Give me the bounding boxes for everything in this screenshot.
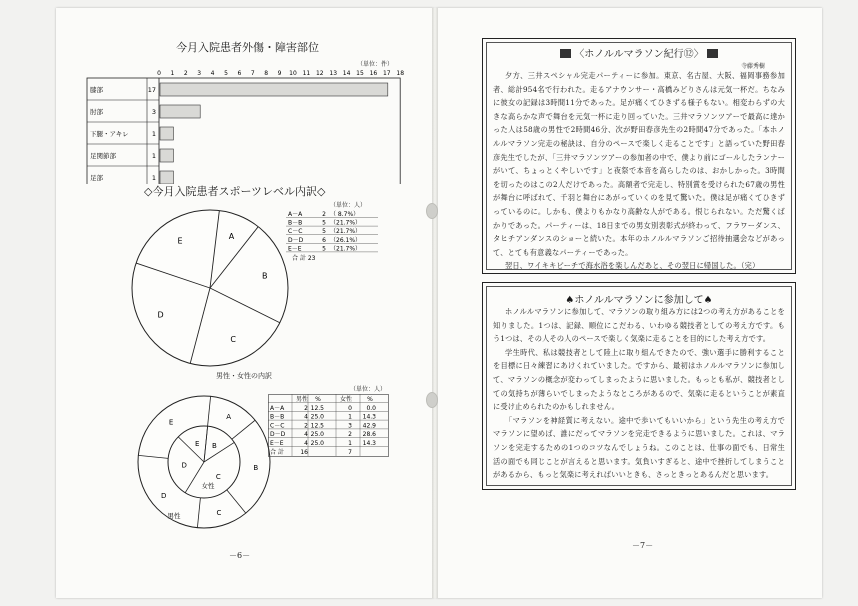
spade-icon: ♠ xyxy=(565,295,575,306)
gender-table-cell: B－B xyxy=(270,413,285,421)
bar xyxy=(160,149,173,162)
gender-table-cell: 25.0 xyxy=(310,413,324,421)
gender-table-cell: 2 xyxy=(304,404,308,412)
gender-table-cell: 28.6 xyxy=(362,431,376,439)
legend-label: E－E xyxy=(288,245,302,253)
article2-body xyxy=(493,305,785,482)
bar-chart-tick-label: 16 xyxy=(369,70,378,77)
gender-table-cell: 合 計 xyxy=(270,448,284,456)
bar-chart-value-label: 17 xyxy=(147,86,156,94)
bar-chart-tick-label: 10 xyxy=(289,70,297,77)
bar-chart-tick-label: 17 xyxy=(382,70,391,77)
female-ring-slice-label: B xyxy=(212,441,217,450)
gender-table-cell: 4 xyxy=(304,431,308,439)
gender-table-cell: 12.5 xyxy=(310,404,324,412)
male-ring-slice-label: B xyxy=(253,464,259,473)
article1-body xyxy=(493,69,785,273)
binding-hole-bottom xyxy=(426,392,438,408)
gender-chart-unit: （単位：人） xyxy=(350,386,387,393)
pie-legend-table xyxy=(286,208,386,278)
gender-donut-chart xyxy=(134,392,274,532)
bar-chart-tick-label: 11 xyxy=(302,70,311,77)
male-ring-slice-label: A xyxy=(226,413,231,422)
gender-table-cell: 25.0 xyxy=(310,440,324,447)
bar-chart-tick-label: 14 xyxy=(342,70,351,77)
bar-chart-tick-label: 7 xyxy=(250,70,255,77)
gender-table-cell: 2 xyxy=(304,422,308,430)
gender-chart-title: 男性・女性の内訳 xyxy=(216,372,272,380)
bar xyxy=(160,127,173,140)
article2-heading xyxy=(539,291,739,306)
article2-paragraph: 学生時代、私は競技者として陸上に取り組んできたので、強い選手に勝利することを目標に日々練習にあけくれていました。ですから、最初はホノルルマラソンに参加して、マラソンの概念が変わってしまったように思いました。もっとも私が、競技者としての気持ちが薄らいでしまったようなところがあるので、気楽に走るということが素直に受け止められたのかもしれません。 xyxy=(493,347,785,412)
bar-chart-tick-label: 9 xyxy=(277,70,282,77)
bar-chart-tick-label: 12 xyxy=(315,70,324,77)
bar-chart-tick-label: 13 xyxy=(329,70,338,77)
article1-author: 寺藤秀樹 xyxy=(741,63,766,70)
legend-total: 合 計 23 xyxy=(292,255,316,262)
gender-table-cell: 0.0 xyxy=(366,404,376,412)
right-page-number: －7－ xyxy=(632,541,654,550)
legend-value: 2 xyxy=(322,211,326,218)
bar-chart-tick-label: 4 xyxy=(210,70,215,77)
bar-chart-tick-label: 6 xyxy=(237,70,242,77)
gender-table xyxy=(268,394,390,458)
bar xyxy=(160,105,200,118)
bar-chart-title: 今月入院患者外傷・障害部位 xyxy=(176,41,319,54)
gender-table-cell: 42.9 xyxy=(362,422,376,430)
legend-value: 5 xyxy=(322,219,326,227)
gender-table-header: % xyxy=(367,396,373,403)
bar-chart-value-label: 1 xyxy=(151,152,156,160)
gender-table-cell: 4 xyxy=(304,440,308,447)
spade-icon: ♠ xyxy=(703,295,713,306)
decorative-ornament-icon xyxy=(560,49,571,58)
article1-frame xyxy=(482,38,796,274)
left-page-number: －6－ xyxy=(229,551,251,560)
male-ring-slice-label: C xyxy=(216,508,222,517)
bar-chart-value-label: 1 xyxy=(151,174,156,182)
gender-table-cell: 2 xyxy=(348,431,352,439)
legend-label: A－A xyxy=(288,211,303,218)
bar-chart-category-label: 足関節部 xyxy=(90,152,116,160)
book-spine xyxy=(432,8,438,598)
male-ring-slice-label: E xyxy=(168,418,174,427)
legend-percent: （21.7%） xyxy=(330,245,362,253)
pie-chart-unit: （単位：人） xyxy=(330,202,367,209)
bar-chart-tick-label: 5 xyxy=(224,70,228,77)
legend-value: 5 xyxy=(322,228,326,236)
pie-slice-label: B xyxy=(262,271,268,281)
pie-slice-label: E xyxy=(177,236,183,246)
pie-slice-label: A xyxy=(228,232,235,242)
bar-chart-category-label: 下腿・アキレ xyxy=(90,130,129,138)
pie-slice-label: C xyxy=(230,335,237,345)
bar-chart-category-label: 足部 xyxy=(90,174,103,182)
article1-paragraph: 夕方、三井スペシャル完走パーティーに参加。東京、名古屋、大阪、福岡事務参加者、総計954名で行われた。走るアナウンサー・高橋みどりさんは元気一杯だ。ちなみに彼女の記録は3時間11分であった。足が痛くてひきずる様子もない。相変わらずの大きな高らかな声で舞台を元気一杯に走り回っていた。三井マラソンツアーで最高に達かった人は58歳の男性で2時間46分、次が野田春彦先生の2時間47分であった。「本ホノルルマラソン完走の秘訣は、自分のペースで楽しく走ることです」と語っていた野田春彦先生でしたが、「三井マラソンツアーの参加者の中で、僕より前にゴールしたランナーがいて、ちょっとくやしいです」と夜祭で本音を高らしたのは、おかしかった。3時間を切ったのはこの2人だけであった。高額者で完走し、特別賞を受けられた67歳の男性が舞台に呼ばれて、千羽と舞台にあがっていくのを見て驚いた。僕は足が痛くてひきずっているのに。しかも、僕よりもかなり高齢な人がである。恨じられない。ただ驚くばかりであった。パーティーは、18日までの男女別表彰式が終わって、フラワーダンス、タヒチアンダンスのショーと続いた。本年のホノルルマラソンご招待抽選会などがあって、とても有意義なパーティーであった。 xyxy=(493,71,785,257)
female-ring-label: 女性 xyxy=(201,482,215,490)
article2-paragraph: 「マラソンを神経質に考えない。途中で歩いてもいいから」という先生の考え方でマラソンに望めば、誰にだってマラソンを完走できるように思いました。これは、マラソンを完走するための1つのコツなんでしょうね。このことは、仕事の面でも、日常生活の面でも同じことが言えると思います。気負いすぎると、途中で挫折してしまうことがあるから、もっと気楽に考えればいいときも、さっときっとあるんだと思います。 xyxy=(493,415,785,480)
legend-value: 5 xyxy=(322,245,326,253)
gender-table-cell: 4 xyxy=(304,413,308,421)
gender-table-cell: 1 xyxy=(348,413,352,421)
article2-frame xyxy=(482,282,796,490)
bar-chart-value-label: 3 xyxy=(151,108,156,116)
bar-chart-value-label: 1 xyxy=(151,130,156,138)
bar-chart-category-label: 膝部 xyxy=(90,86,103,94)
legend-label: C－C xyxy=(288,228,303,236)
gender-table-cell: D－D xyxy=(270,431,286,439)
legend-percent: （21.7%） xyxy=(330,228,362,236)
decorative-ornament-icon xyxy=(707,49,718,58)
bar-chart-tick-label: 0 xyxy=(157,70,161,77)
male-ring-label: 男性 xyxy=(167,512,181,520)
gender-table-cell: 25.0 xyxy=(310,431,324,439)
bar-chart-tick-label: 15 xyxy=(356,70,364,77)
gender-table-cell: E－E xyxy=(270,440,284,447)
binding-hole-top xyxy=(426,203,438,219)
bar-chart-category-label: 肘部 xyxy=(90,108,103,116)
female-ring-slice-label: D xyxy=(181,461,187,470)
article1-title: 〈ホノルルマラソン紀行⑫〉 xyxy=(574,49,704,60)
pie-chart-title: ◇今月入院患者スポーツレベル内訳◇ xyxy=(144,185,326,198)
gender-table-cell: 7 xyxy=(348,448,352,456)
pie-slice-label: D xyxy=(157,310,164,320)
gender-table-cell: 0 xyxy=(348,404,352,412)
gender-table-cell: 16 xyxy=(300,448,308,456)
gender-table-cell: 12.5 xyxy=(310,422,324,430)
legend-percent: （21.7%） xyxy=(330,219,362,227)
pie-chart xyxy=(126,204,296,374)
female-ring-slice-label: E xyxy=(194,440,200,449)
gender-table-cell: C－C xyxy=(270,422,285,430)
bar-chart-tick-label: 1 xyxy=(170,70,175,77)
legend-value: 6 xyxy=(322,236,326,244)
article2-title: ホノルルマラソンに参加して xyxy=(574,295,704,306)
male-ring-slice-label: D xyxy=(161,491,167,500)
gender-table-cell: 14.3 xyxy=(362,413,376,421)
bar-chart-unit: （単位：件） xyxy=(357,61,394,68)
female-ring-slice-label: C xyxy=(215,472,221,481)
bar-chart-tick-label: 18 xyxy=(396,70,405,77)
legend-label: D－D xyxy=(288,236,304,244)
bar-chart xyxy=(86,64,426,184)
bar xyxy=(160,83,388,96)
gender-table-cell: A－A xyxy=(270,404,285,412)
gender-table-header: 女性 xyxy=(339,396,353,403)
article2-paragraph: ホノルルマラソンに参加して、マラソンの取り組み方には2つの考え方があることを知りました。1つは、記録、順位にこだわる、いわゆる競技者としての考え方です。もう1つは、その人その人のペースで楽しく気楽に走ることを目的にした考え方です。 xyxy=(493,307,785,344)
article1-paragraph: 翌日、ワイキキビーチで海水浴を楽しんだあと、その翌日に帰国した。（完） xyxy=(505,261,760,271)
gender-table-header: % xyxy=(315,396,321,403)
legend-label: B－B xyxy=(288,219,303,227)
bar-chart-tick-label: 3 xyxy=(197,70,202,77)
gender-table-cell: 1 xyxy=(348,440,352,447)
gender-table-cell: 14.3 xyxy=(362,440,376,447)
legend-percent: （26.1%） xyxy=(330,236,362,244)
gender-table-header: 男性 xyxy=(295,396,309,403)
bar-chart-tick-label: 8 xyxy=(264,70,269,77)
gender-table-cell: 3 xyxy=(348,422,352,430)
article1-heading xyxy=(549,45,729,60)
bar-chart-tick-label: 2 xyxy=(183,70,188,77)
legend-percent: （ 8.7%） xyxy=(330,211,360,218)
